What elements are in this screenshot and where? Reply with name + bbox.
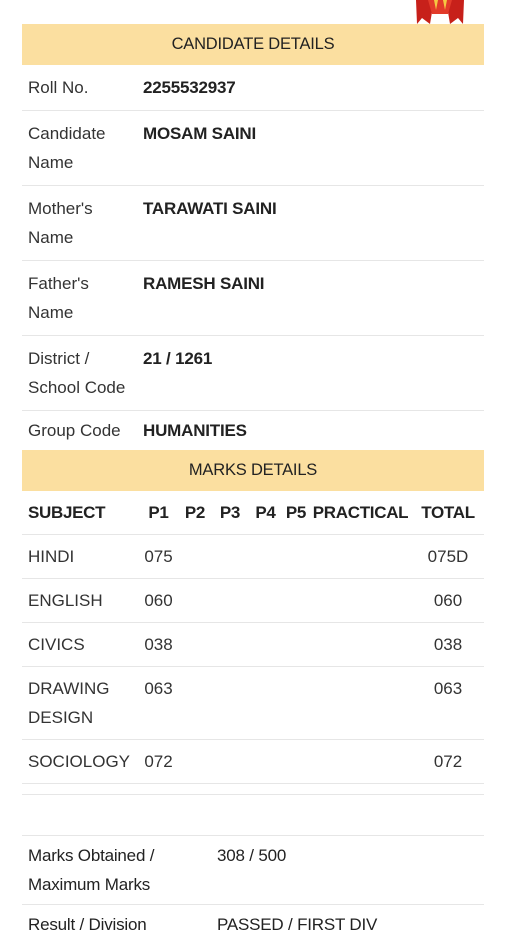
- p2-cell: [178, 579, 212, 622]
- column-header-total: TOTAL: [421, 503, 475, 522]
- candidate-field-label: Mother's Name: [28, 199, 93, 247]
- candidate-field-value: TARAWATI SAINI: [143, 199, 277, 218]
- column-header-p5: P5: [285, 503, 307, 522]
- p2-cell: [178, 740, 212, 783]
- p1-cell: 072: [144, 752, 173, 771]
- p4-cell: [248, 740, 283, 783]
- p1-cell: 060: [144, 591, 173, 610]
- result-sheet: [22, 24, 484, 944]
- p2-cell: [178, 623, 212, 666]
- column-header-p4: P4: [255, 503, 276, 522]
- p3-cell: [212, 623, 248, 666]
- candidate-field-label: Candidate Name: [28, 124, 106, 172]
- p2-cell: [178, 667, 212, 739]
- table-row: [22, 535, 484, 579]
- practical-cell: [309, 535, 412, 578]
- candidate-field-value: MOSAM SAINI: [143, 124, 257, 143]
- p1-cell: 063: [144, 679, 173, 698]
- p3-cell: [212, 579, 248, 622]
- p5-cell: [283, 535, 309, 578]
- marks-table-header-row: [22, 491, 484, 535]
- total-cell: 060: [433, 591, 463, 610]
- candidate-field-label: Father's Name: [28, 274, 89, 322]
- candidate-field-value: RAMESH SAINI: [143, 274, 265, 293]
- table-row: [22, 740, 484, 784]
- column-header-p3: P3: [219, 503, 241, 522]
- subject-cell: SOCIOLOGY: [28, 752, 131, 771]
- candidate-field-label: District / School Code: [28, 349, 126, 397]
- table-row: [22, 623, 484, 667]
- total-cell: 075D: [427, 547, 469, 566]
- summary-row-result: [22, 905, 484, 944]
- p4-cell: [248, 667, 283, 739]
- practical-cell: [309, 667, 412, 739]
- p4-cell: [248, 535, 283, 578]
- p3-cell: [212, 740, 248, 783]
- candidate-field-value: 2255532937: [143, 78, 236, 97]
- practical-cell: [309, 740, 412, 783]
- p2-cell: [178, 535, 212, 578]
- p5-cell: [283, 740, 309, 783]
- table-row: [22, 667, 484, 740]
- candidate-field-label: Roll No.: [28, 78, 89, 97]
- total-cell: 063: [433, 679, 463, 698]
- candidate-details-header: CANDIDATE DETAILS: [22, 24, 484, 65]
- table-empty-row: [22, 784, 484, 795]
- summary-label-marks: Marks Obtained / Maximum Marks: [28, 846, 155, 894]
- candidate-row-name: [22, 111, 484, 186]
- practical-cell: [309, 579, 412, 622]
- summary-label-result: Result / Division: [28, 915, 147, 934]
- candidate-row-roll-no: [22, 65, 484, 111]
- candidate-field-label: Group Code: [28, 421, 121, 440]
- column-header-p1: P1: [148, 503, 169, 522]
- column-header-practical: PRACTICAL: [312, 503, 409, 522]
- p3-cell: [212, 535, 248, 578]
- p1-cell: 075: [144, 547, 173, 566]
- marks-details-header: MARKS DETAILS: [22, 450, 484, 491]
- p5-cell: [283, 623, 309, 666]
- p1-cell: 038: [144, 635, 173, 654]
- subject-cell: ENGLISH: [28, 591, 103, 610]
- candidate-field-value: HUMANITIES: [143, 421, 247, 440]
- summary-value-marks: 308 / 500: [217, 846, 287, 865]
- subject-cell: HINDI: [28, 547, 75, 566]
- total-cell: 072: [433, 752, 463, 771]
- table-spacer: [22, 795, 484, 836]
- p5-cell: [283, 667, 309, 739]
- column-header-p2: P2: [184, 503, 206, 522]
- p3-cell: [212, 667, 248, 739]
- candidate-row-district-school-code: [22, 336, 484, 411]
- summary-row-marks: [22, 836, 484, 905]
- p4-cell: [248, 623, 283, 666]
- p4-cell: [248, 579, 283, 622]
- total-cell: 038: [433, 635, 463, 654]
- subject-cell: CIVICS: [28, 635, 85, 654]
- ribbon-badge-icon: [414, 0, 466, 24]
- candidate-row-father-name: [22, 261, 484, 336]
- practical-cell: [309, 623, 412, 666]
- subject-cell: DRAWING DESIGN: [28, 679, 110, 727]
- candidate-row-group-code: [22, 411, 484, 450]
- p5-cell: [283, 579, 309, 622]
- column-header-subject: SUBJECT: [28, 503, 106, 522]
- candidate-field-value: 21 / 1261: [143, 349, 213, 368]
- table-row: [22, 579, 484, 623]
- summary-value-result: PASSED / FIRST DIV: [217, 915, 378, 934]
- candidate-row-mother-name: [22, 186, 484, 261]
